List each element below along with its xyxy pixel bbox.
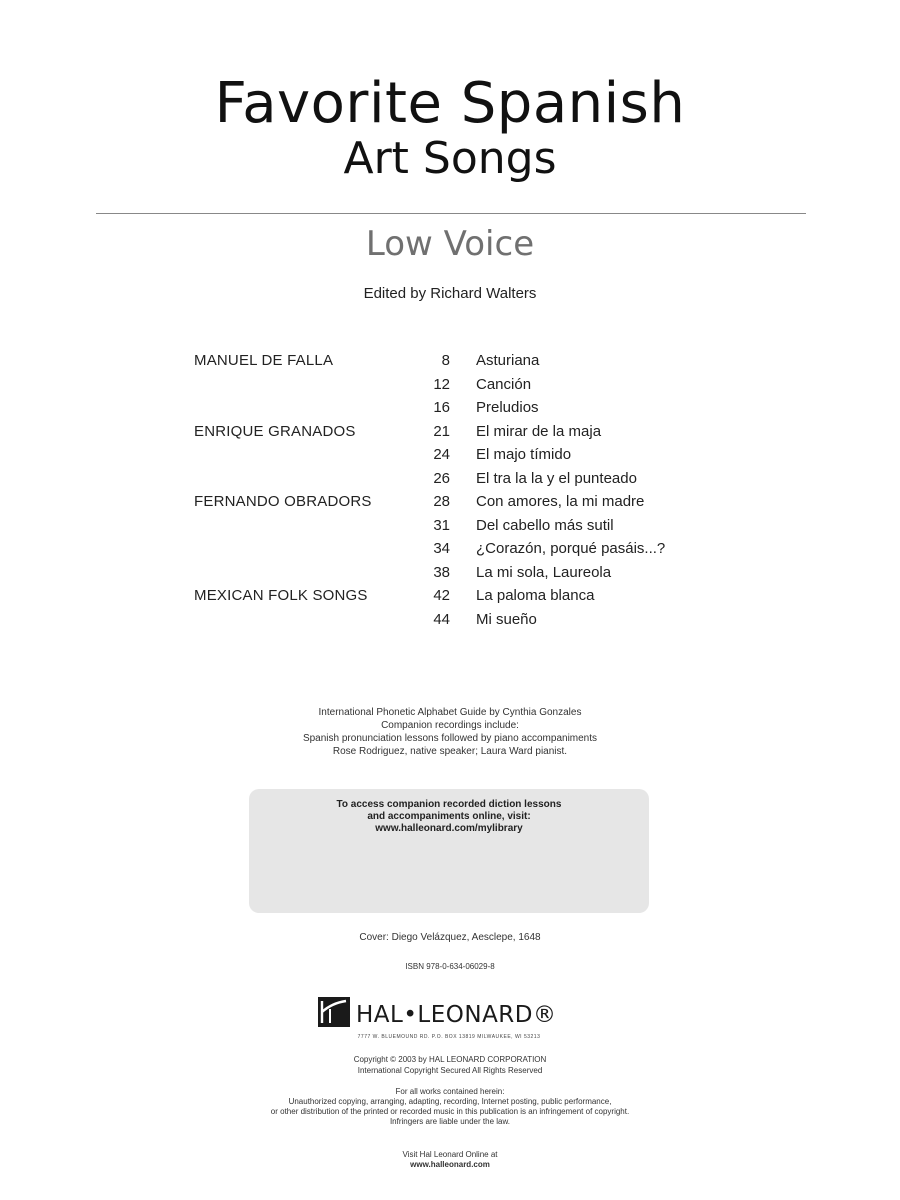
composer-name: MANUEL DE FALLA xyxy=(194,352,334,369)
page-number: 26 xyxy=(433,469,450,487)
song-title: La mi sola, Laureola xyxy=(476,563,612,581)
page-number: 8 xyxy=(441,352,450,369)
song-title: El tra la la y el punteado xyxy=(476,469,637,487)
cover-credit: Cover: Diego Velázquez, Aesclepe, 1648 xyxy=(359,932,541,943)
composer-name: ENRIQUE GRANADOS xyxy=(194,422,356,440)
song-title: ¿Corazón, porqué pasáis...? xyxy=(476,540,666,557)
page-number: 38 xyxy=(433,563,450,581)
toc-row xyxy=(0,350,900,373)
page-number: 31 xyxy=(433,516,450,534)
credit-line: Rose Rodriguez, native speaker; Laura Ward pianist. xyxy=(332,746,568,757)
legal-line: For all works contained herein: xyxy=(395,1087,505,1096)
legal-notice xyxy=(0,1087,900,1127)
book-title-line2: Art Songs xyxy=(343,133,557,184)
page-number: 24 xyxy=(433,446,450,463)
song-title: Canción xyxy=(476,375,532,393)
copyright-notice xyxy=(0,1054,900,1076)
toc-row xyxy=(0,468,900,491)
toc-row xyxy=(0,562,900,585)
page-number: 12 xyxy=(433,375,450,393)
visit-line: Visit Hal Leonard Online at xyxy=(402,1150,498,1159)
recording-credits xyxy=(0,706,900,758)
copyright-line: International Copyright Secured All Rights Reserved xyxy=(357,1066,543,1075)
book-title-line1: Favorite Spanish xyxy=(214,71,686,136)
legal-line: or other distribution of the printed or recorded music in this publication is an infringement of copyright. xyxy=(270,1107,630,1116)
toc-row xyxy=(0,444,900,467)
song-title: El majo tímido xyxy=(476,446,572,463)
toc-row xyxy=(0,491,900,514)
online-access-url[interactable]: www.halleonard.com/mylibrary xyxy=(375,823,523,834)
song-title: El mirar de la maja xyxy=(476,422,602,440)
song-title: Asturiana xyxy=(476,352,540,369)
credit-line: International Phonetic Alphabet Guide by Cynthia Gonzales xyxy=(318,707,582,718)
composer-name: FERNANDO OBRADORS xyxy=(194,493,372,510)
toc-row xyxy=(0,515,900,538)
legal-line: Infringers are liable under the law. xyxy=(389,1117,511,1126)
composer-name: MEXICAN FOLK SONGS xyxy=(194,587,368,604)
editor-credit: Edited by Richard Walters xyxy=(363,285,537,302)
visit-online xyxy=(0,1150,900,1170)
publisher-name: HAL•LEONARD® xyxy=(356,1002,557,1028)
page-number: 16 xyxy=(433,399,450,416)
page-number: 42 xyxy=(433,587,450,604)
isbn: ISBN 978-0-634-06029-8 xyxy=(405,962,495,971)
page-number: 34 xyxy=(433,540,450,557)
toc-row xyxy=(0,585,900,608)
toc-row xyxy=(0,538,900,561)
song-title: La paloma blanca xyxy=(476,587,595,604)
song-title: Del cabello más sutil xyxy=(476,516,614,534)
title-divider xyxy=(96,213,806,214)
copyright-line: Copyright © 2003 by HAL LEONARD CORPORATION xyxy=(353,1055,547,1064)
legal-line: Unauthorized copying, arranging, adapting, recording, Internet posting, public performance, xyxy=(288,1097,612,1106)
page-number: 21 xyxy=(433,422,450,440)
online-access-box xyxy=(249,789,649,913)
toc-row xyxy=(0,421,900,444)
page-number: 44 xyxy=(433,610,450,628)
toc-row xyxy=(0,397,900,420)
visit-url[interactable]: www.halleonard.com xyxy=(410,1160,490,1169)
credit-line: Spanish pronunciation lessons followed by piano accompaniments xyxy=(302,733,598,744)
voice-subtitle: Low Voice xyxy=(365,224,535,264)
online-access-line: To access companion recorded diction lessons xyxy=(336,799,562,810)
song-title: Mi sueño xyxy=(476,610,537,628)
toc-row xyxy=(0,374,900,397)
song-title: Preludios xyxy=(476,399,539,416)
song-title: Con amores, la mi madre xyxy=(476,493,645,510)
credit-line: Companion recordings include: xyxy=(381,720,519,731)
publisher-address: 7777 W. BLUEMOUND RD. P.O. BOX 13819 MILWAUKEE, WI 53213 xyxy=(357,1034,541,1040)
hal-leonard-logo-icon xyxy=(318,997,350,1027)
toc-row xyxy=(0,609,900,632)
online-access-text xyxy=(249,799,649,835)
online-access-line: and accompaniments online, visit: xyxy=(367,811,531,822)
page-number: 28 xyxy=(433,493,450,510)
